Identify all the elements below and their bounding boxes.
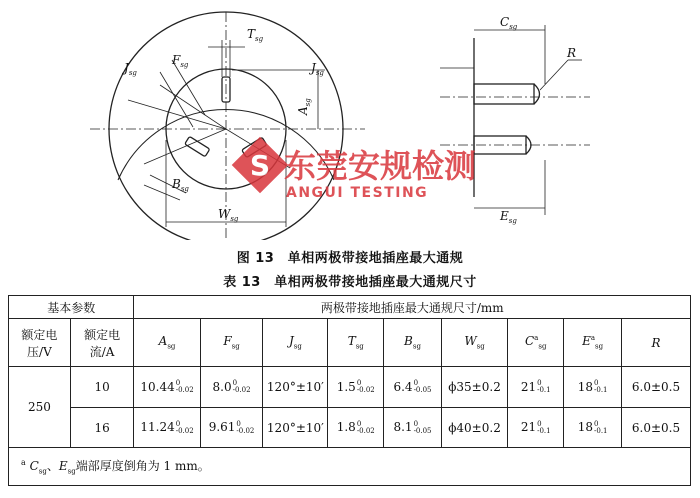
watermark-logo-letter: S	[249, 149, 271, 182]
cell-T: 1.8 0 -0.02	[328, 408, 384, 448]
voltage-cell: 250	[9, 367, 71, 448]
cell-R: 6.0±0.5	[622, 408, 691, 448]
col-header-C: $C^a_{sg}$	[508, 319, 564, 367]
table-row	[9, 367, 691, 408]
label-C: $C_{sg}$	[500, 15, 518, 31]
cell-C: 21 0 -0.1	[508, 367, 564, 408]
cell-A: 10.44 0 -0.02	[134, 367, 200, 408]
current-cell: 10	[70, 367, 134, 408]
plug-gauge-drawing	[0, 0, 700, 240]
label-J-left: $J_{sg}$	[124, 61, 137, 77]
gauge-dimension-table	[8, 295, 691, 486]
label-E: $E_{sg}$	[500, 209, 517, 225]
basic-params-header: 基本参数	[9, 296, 134, 319]
col-header-J: $J_{sg}$	[263, 319, 328, 367]
cell-J: 120°±10′	[263, 367, 328, 408]
watermark	[232, 137, 476, 201]
label-J-right: $J_{sg}$	[311, 61, 324, 77]
col-header-E: $E^a_{sg}$	[564, 319, 622, 367]
col-header-R: R	[622, 319, 691, 367]
cell-E: 18 0 -0.1	[564, 367, 622, 408]
dims-header: 两极带接地插座最大通规尺寸/mm	[134, 296, 691, 319]
side-top-pin	[474, 84, 534, 104]
cell-B: 8.1 0 -0.05	[384, 408, 442, 448]
table-row	[9, 408, 691, 448]
col-header-W: $W_{sg}$	[441, 319, 507, 367]
label-R: R	[567, 46, 577, 60]
label-B: $B_{sg}$	[172, 177, 189, 193]
cell-B: 6.4 0 -0.05	[384, 367, 442, 408]
cell-A: 11.24 0 -0.02	[134, 408, 200, 448]
current-header: 额定电流/A	[70, 319, 134, 367]
cell-C: 21 0 -0.1	[508, 408, 564, 448]
label-T: $T_{sg}$	[247, 27, 264, 43]
cell-W: ϕ35±0.2	[441, 367, 507, 408]
cell-T: 1.5 0 -0.02	[328, 367, 384, 408]
watermark-subtitle: ANGUI TESTING	[286, 185, 429, 201]
current-cell: 16	[70, 408, 134, 448]
cell-F: 9.61 0 -0.02	[200, 408, 263, 448]
table-footnote: $^a$ $C_{sg}$、$E_{sg}$端部厚度倒角为 1 mm。	[9, 448, 691, 486]
table-caption: 表 13 单相两极带接地插座最大通规尺寸	[223, 275, 477, 290]
label-F: $F_{sg}$	[172, 53, 189, 69]
left-pin-slot	[185, 136, 210, 156]
figure-caption: 图 13 单相两极带接地插座最大通规	[236, 251, 464, 266]
cell-W: ϕ40±0.2	[441, 408, 507, 448]
cell-E: 18 0 -0.1	[564, 408, 622, 448]
col-header-B: $B_{sg}$	[384, 319, 442, 367]
cell-F: 8.0 0 -0.02	[200, 367, 263, 408]
label-A: $A_{sg}$	[296, 98, 312, 115]
voltage-header: 额定电压/V	[9, 319, 71, 367]
watermark-title: 东莞安规检测	[284, 147, 477, 185]
label-W: $W_{sg}$	[218, 207, 239, 223]
cell-R: 6.0±0.5	[622, 367, 691, 408]
col-header-F: $F_{sg}$	[200, 319, 263, 367]
cell-J: 120°±10′	[263, 408, 328, 448]
col-header-T: $T_{sg}$	[328, 319, 384, 367]
col-header-A: $A_{sg}$	[134, 319, 200, 367]
